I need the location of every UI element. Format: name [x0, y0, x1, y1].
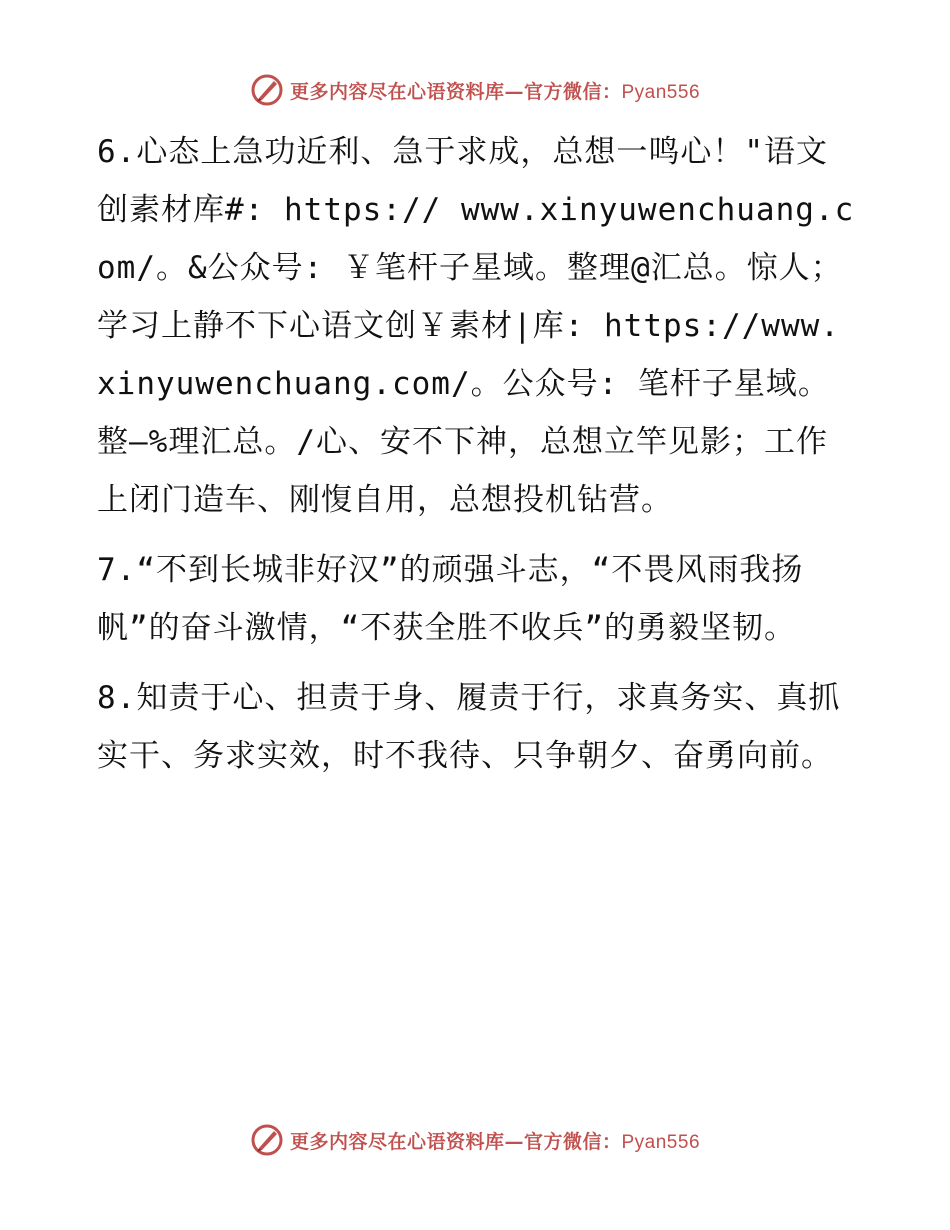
watermark-text: 更多内容尽在心语资料库—官方微信：Pyan556 [289, 80, 701, 103]
paragraph-8: 8.知责于心、担责于身、履责于行，求真务实、真抓实干、务求实效，时不我待、只争朝夕、奋勇向前。 [97, 680, 841, 774]
pen-logo-icon [250, 1123, 284, 1157]
header-watermark [0, 70, 950, 110]
paragraph-6: 6.心态上急功近利、急于求成，总想一鸣心！"语文创素材库#: https:// www.xinyuwenchuang.com/。&公众号: ￥笔杆子星域。整理@汇总。惊人；学习上静不下心语文创￥素材|库: https://www.xinyuwenchuang.com/。公众号: 笔杆子星域。整—%理汇总。/心、安不下神，总想立竿见影；工作上闭门造车、刚愎自用，总想投机钻营。 [97, 134, 855, 518]
watermark-text: 更多内容尽在心语资料库—官方微信：Pyan556 [289, 1130, 701, 1153]
document-body [97, 123, 857, 785]
footer-watermark [0, 1120, 950, 1160]
pen-logo-icon [250, 73, 284, 107]
paragraph-7: 7.“不到长城非好汉”的顽强斗志，“不畏风雨我扬帆”的奋斗激情，“不获全胜不收兵”的勇毅坚韧。 [97, 552, 804, 646]
